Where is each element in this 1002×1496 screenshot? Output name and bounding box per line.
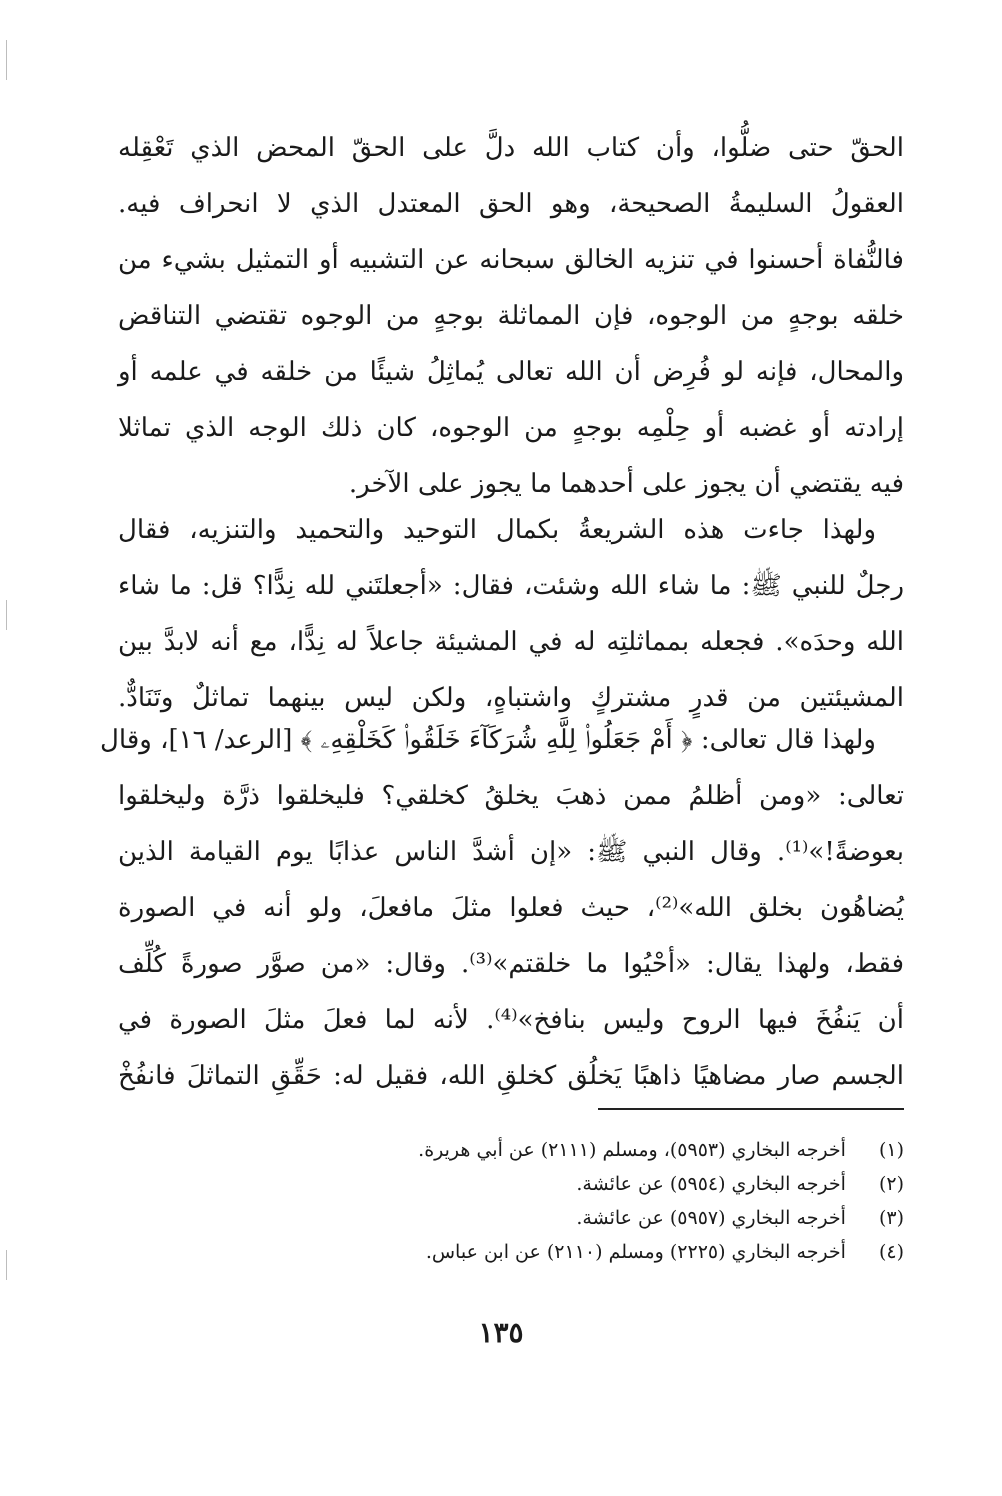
text-line: فالنُّفاة أحسنوا في تنزيه الخالق سبحانه عن التشبيه أو التمثيل بشيء من bbox=[118, 245, 904, 275]
text-line: يُضاهُون بخلق الله»⁽²⁾، حيث فعلوا مثلَ مافعلَ، ولو أنه في الصورة bbox=[118, 893, 904, 923]
text-line: المشيئتين من قدرٍ مشتركٍ واشتباهٍ، ولكن ليس بينهما تماثلٌ وتَنَادٌّ. bbox=[118, 683, 904, 713]
paragraph-1 bbox=[118, 120, 904, 512]
text-line: فيه يقتضي أن يجوز على أحدهما ما يجوز على الآخر. bbox=[348, 469, 904, 499]
scan-edge-mark bbox=[6, 600, 7, 630]
footnotes bbox=[118, 1133, 904, 1269]
footnote-item bbox=[118, 1167, 904, 1201]
footnote-separator bbox=[598, 1108, 904, 1110]
text-line: والمحال، فإنه لو فُرِض أن الله تعالى يُماثِلُ شيئًا من خلقه في علمه أو bbox=[118, 357, 904, 387]
footnote-text: أخرجه البخاري (٥٩٥٧) عن عائشة. bbox=[576, 1207, 846, 1229]
footnote-item bbox=[118, 1201, 904, 1235]
paragraph-2 bbox=[118, 502, 904, 726]
text-line: إرادته أو غضبه أو حِلْمِه بوجهٍ من الوجوه، كان ذلك الوجه الذي تماثلا bbox=[118, 413, 904, 443]
scan-edge-mark bbox=[6, 40, 7, 80]
text-line: أن يَنفُخَ فيها الروح وليس بنافخ»⁽⁴⁾. لأنه لما فعلَ مثلَ الصورة في bbox=[118, 1005, 904, 1035]
paragraph-3 bbox=[100, 712, 904, 1104]
text-line: العقولُ السليمةُ الصحيحة، وهو الحق المعتدل الذي لا انحراف فيه. bbox=[118, 189, 904, 219]
footnote-number: (٢) bbox=[878, 1173, 904, 1195]
scan-edge-mark bbox=[6, 1250, 7, 1280]
text-line: خلقه بوجهٍ من الوجوه، فإن المماثلة بوجهٍ من الوجوه تقتضي التناقض bbox=[118, 301, 904, 331]
text-line: بعوضةً!»⁽¹⁾. وقال النبي ﷺ: «إن أشدَّ الناس عذابًا يوم القيامة الذين bbox=[118, 837, 904, 867]
footnote-number: (٤) bbox=[878, 1241, 904, 1263]
text-line: ولهذا جاءت هذه الشريعةُ بكمال التوحيد والتحميد والتنزيه، فقال bbox=[118, 515, 876, 545]
text-line: الحقّ حتى ضلُّوا، وأن كتاب الله دلَّ على الحقّ المحض الذي تَعْقِله bbox=[118, 133, 904, 163]
footnote-item bbox=[118, 1133, 904, 1167]
text-line: الله وحدَه». فجعله بمماثلتِه له في المشيئة جاعلاً له نِدًّا، مع أنه لابدَّ بين bbox=[118, 627, 904, 657]
footnote-text: أخرجه البخاري (٢٢٢٥) ومسلم (٢١١٠) عن ابن عباس. bbox=[425, 1241, 846, 1263]
page-number: ١٣٥ bbox=[478, 1316, 524, 1349]
text-line: ولهذا قال تعالى: ﴿ أَمْ جَعَلُوا۟ لِلَّهِ شُرَكَآءَ خَلَقُوا۟ كَخَلْقِهِۦ ﴾ [الرعد/ ١٦]، وقال bbox=[100, 725, 876, 755]
text-line: تعالى: «ومن أظلمُ ممن ذهبَ يخلقُ كخلقي؟ فليخلقوا ذرَّة وليخلقوا bbox=[118, 781, 904, 811]
footnote-text: أخرجه البخاري (٥٩٥٣)، ومسلم (٢١١١) عن أبي هريرة. bbox=[418, 1139, 846, 1161]
text-line: فقط، ولهذا يقال: «أحْيُوا ما خلقتم»⁽³⁾. وقال: «من صوَّر صورةً كُلِّف bbox=[118, 949, 904, 979]
footnote-number: (١) bbox=[878, 1139, 904, 1161]
footnote-item bbox=[118, 1235, 904, 1269]
text-line: رجلٌ للنبي ﷺ: ما شاء الله وشئت، فقال: «أجعلتَني لله نِدًّا؟ قل: ما شاء bbox=[118, 571, 904, 601]
footnote-text: أخرجه البخاري (٥٩٥٤) عن عائشة. bbox=[576, 1173, 846, 1195]
footnote-number: (٣) bbox=[878, 1207, 904, 1229]
text-line: الجسم صار مضاهيًا ذاهبًا يَخلُق كخلقِ الله، فقيل له: حَقِّقِ التماثلَ فانفُخْ bbox=[118, 1061, 904, 1091]
